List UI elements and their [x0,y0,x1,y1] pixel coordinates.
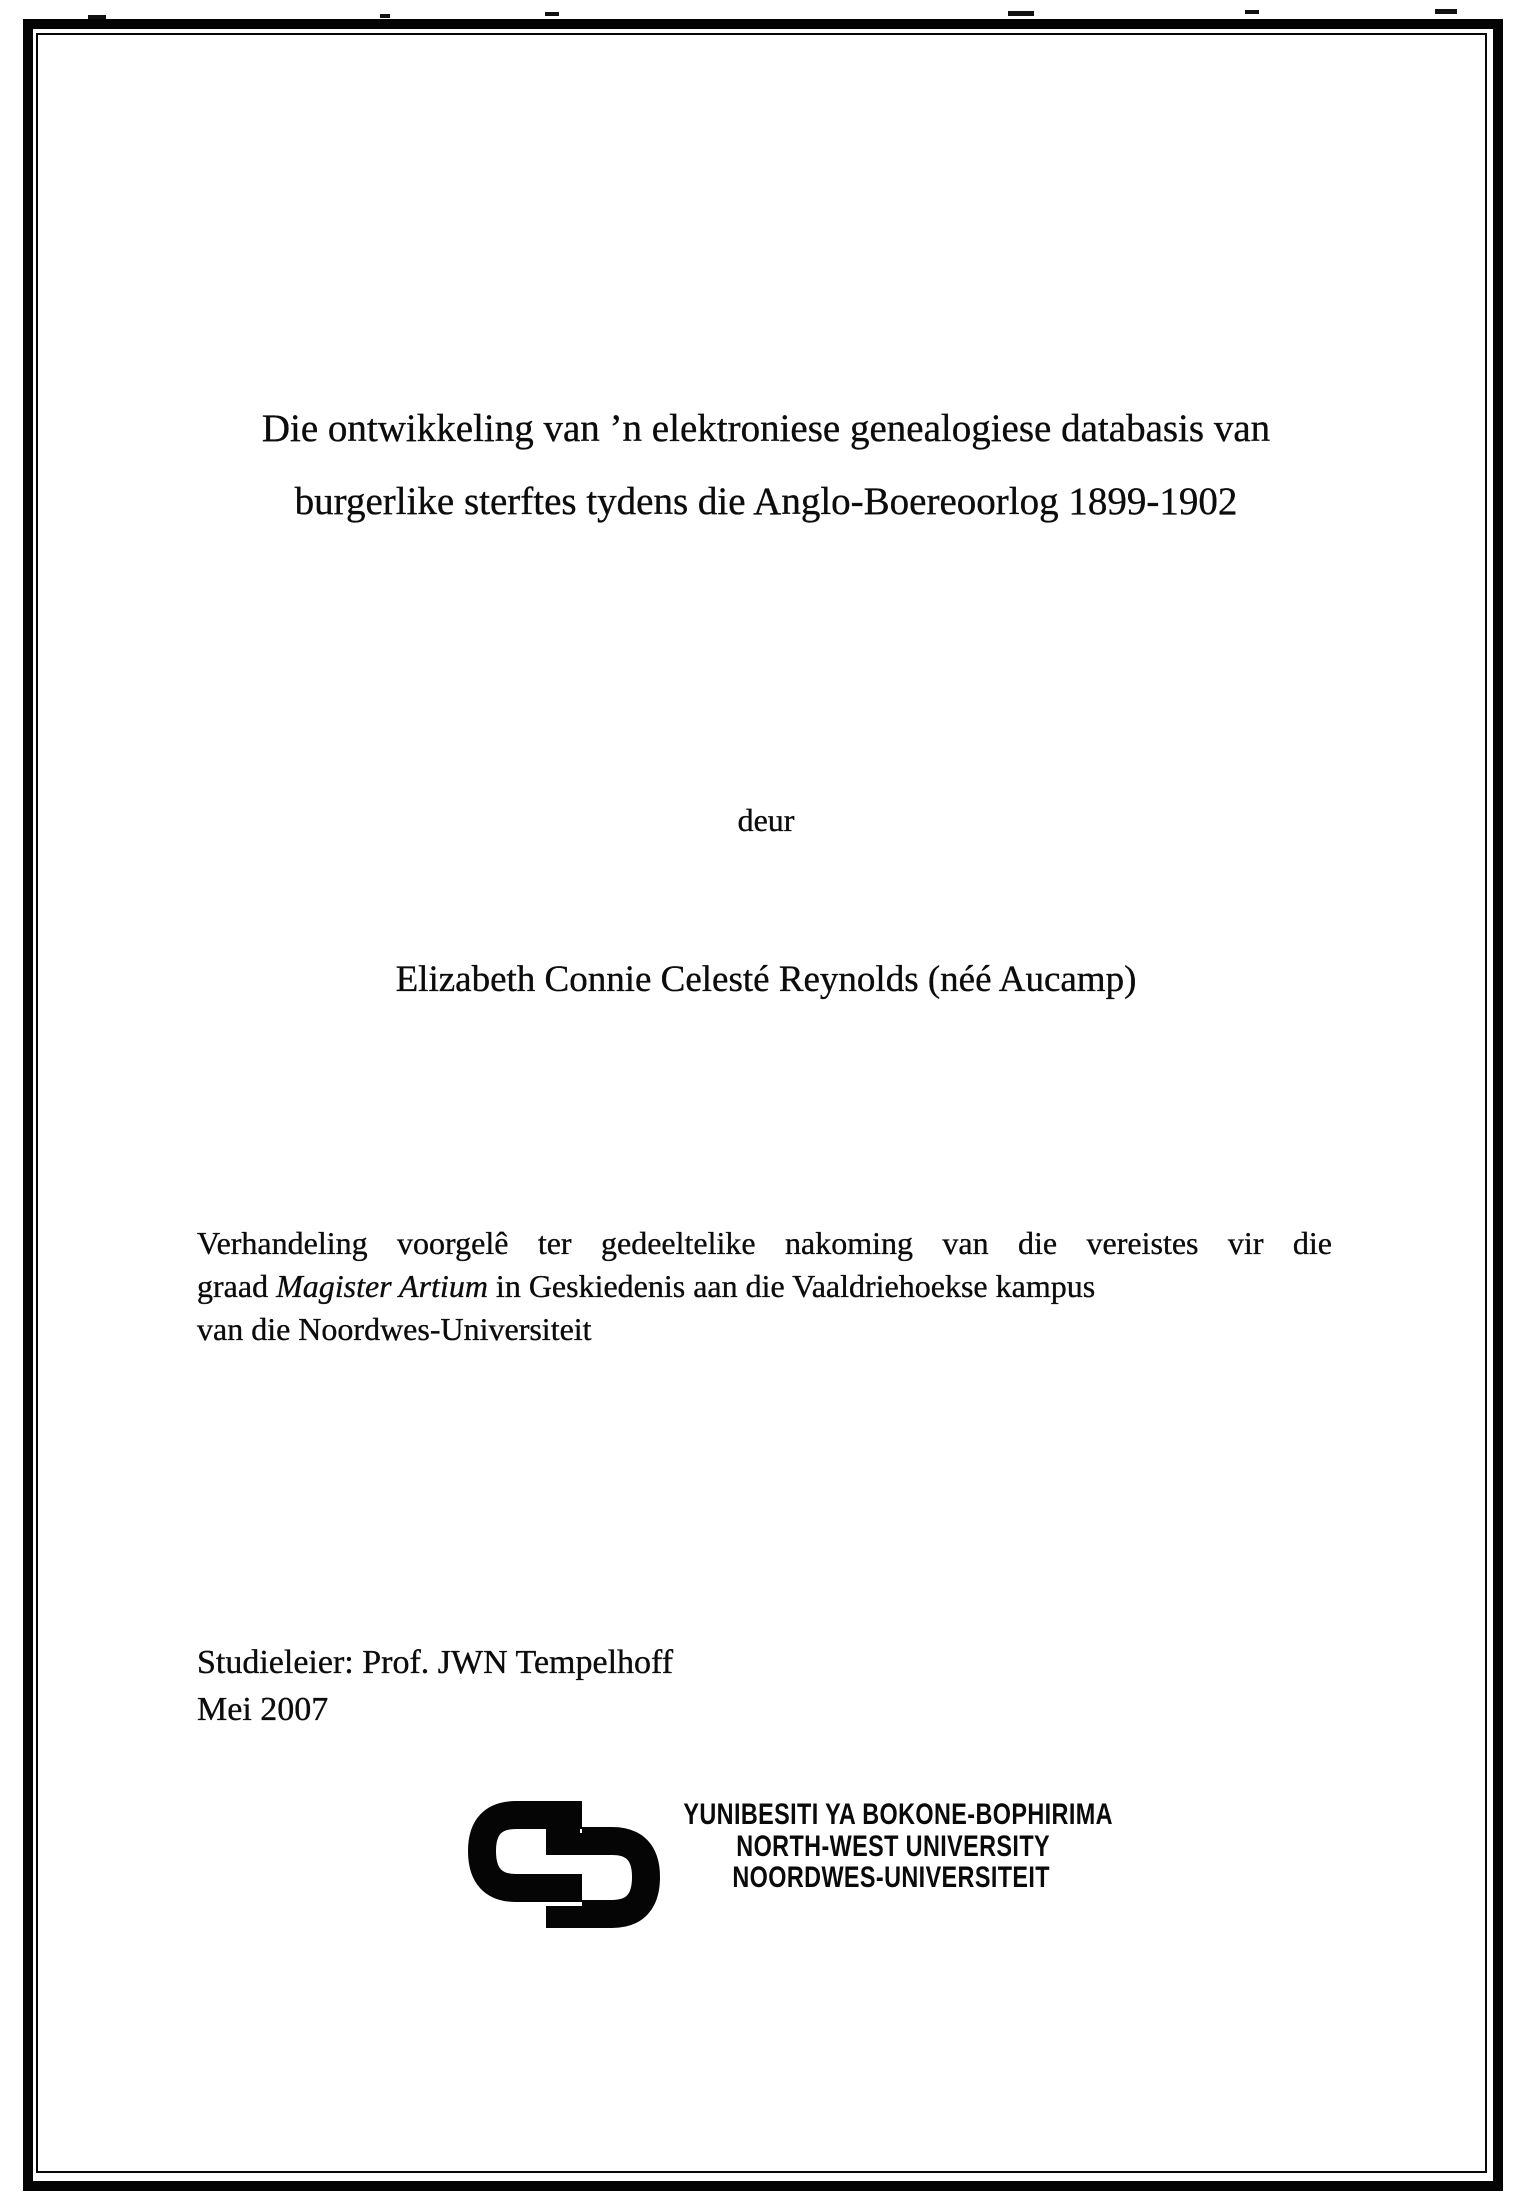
supervisor-date-block [197,1639,673,1733]
degree-name-italic: Magister Artium [276,1268,488,1304]
submission-line-2-post: in Geskiedenis aan die Vaaldriehoekse kampus [487,1268,1096,1304]
nwu-logo-wordmark [580,1798,1113,1894]
thesis-title-line-1: Die ontwikkeling van ’n elektroniese genealogiese databasis van [261,407,1271,450]
author-name: Elizabeth Connie Celesté Reynolds (néé Aucamp) [395,959,1137,1000]
byline-label: deur [737,802,795,838]
scan-speck [1245,10,1259,14]
scan-speck [1435,9,1457,14]
thesis-title [196,392,1336,538]
supervisor-line: Studieleier: Prof. JWN Tempelhoff [197,1644,674,1681]
submission-statement [197,1222,1332,1351]
logo-line-afrikaans: NOORDWES-UNIVERSITEIT [732,1861,1050,1894]
submission-line-2-pre: graad [197,1268,277,1304]
scan-speck [1008,11,1034,16]
date-line: Mei 2007 [197,1691,329,1728]
submission-line-1: Verhandeling voorgelê ter gedeeltelike nakoming van die vereistes vir die [197,1225,1332,1261]
scan-speck [545,12,559,16]
submission-line-3: van die Noordwes-Universiteit [197,1311,592,1347]
scan-speck [380,14,390,18]
submission-line-2 [197,1265,1332,1308]
logo-line-english: NORTH-WEST UNIVERSITY [736,1829,1050,1863]
logo-line-setswana: YUNIBESITI YA BOKONE-BOPHIRIMA [683,1798,1113,1831]
thesis-title-line-2: burgerlike sterftes tydens die Anglo-Boereoorlog 1899-1902 [294,480,1238,523]
